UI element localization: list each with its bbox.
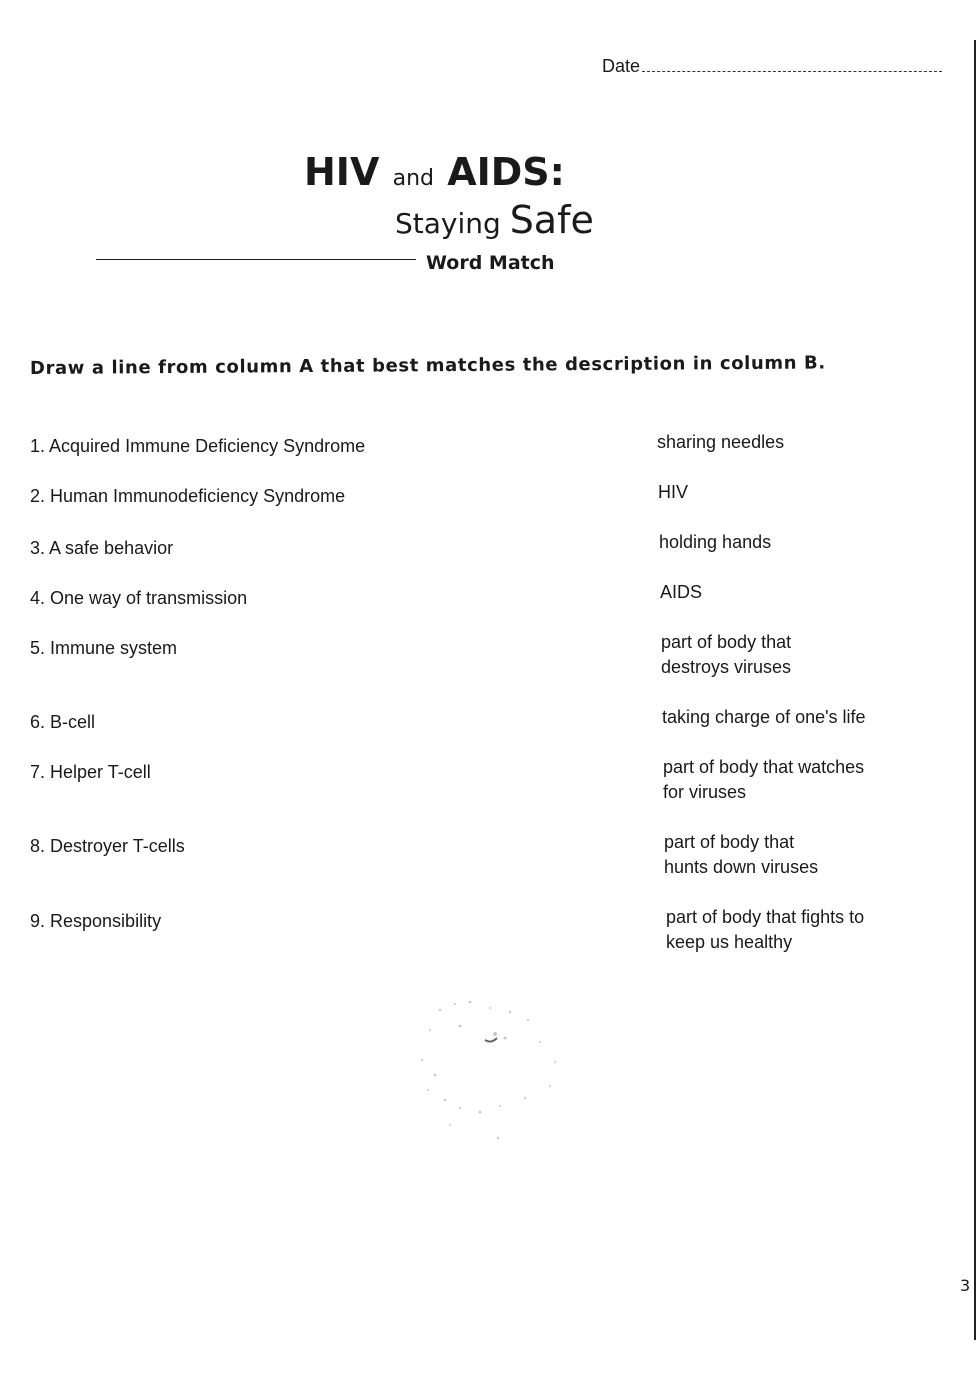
column-b-item-5: part of body that destroys viruses (661, 632, 792, 677)
column-b-item-3: holding hands (659, 532, 772, 552)
worksheet-subtitle: Word Match (426, 252, 555, 274)
instructions: Draw a line from column A that best matches the description in column B. (29, 352, 826, 379)
column-b-item-7: part of body that watches for viruses (663, 757, 865, 802)
title-hiv: HIV (304, 150, 380, 194)
column-a-item-6: 6. B-cell (30, 712, 96, 732)
column-a-item-3: 3. A safe behavior (30, 538, 174, 558)
column-b-item-4: AIDS (660, 582, 703, 602)
column-a-item-9: 9. Responsibility (30, 911, 162, 931)
title-staying: Staying (395, 207, 501, 240)
date-field (602, 56, 942, 77)
column-b-item-9: part of body that fights to keep us healthy (666, 907, 865, 952)
title-aids: AIDS: (447, 150, 565, 194)
column-b-item-2: HIV (658, 482, 689, 502)
worksheet-title-line2 (395, 198, 594, 242)
column-a-item-8: 8. Destroyer T-cells (30, 836, 185, 856)
title-and: and (392, 166, 434, 191)
column-b-item-8: part of body that hunts down viruses (664, 832, 819, 877)
title-rule (96, 259, 416, 260)
column-b-item-6: taking charge of one's life (662, 707, 866, 727)
column-b-item-1: sharing needles (657, 432, 785, 452)
date-label: Date (602, 56, 641, 76)
title-safe: Safe (509, 198, 594, 242)
page-edge (974, 40, 976, 1340)
column-a-item-5: 5. Immune system (30, 638, 178, 658)
worksheet-title (304, 150, 565, 194)
date-blank-line (642, 71, 942, 72)
faded-stamp-mark (400, 990, 570, 1160)
column-a-item-7: 7. Helper T-cell (30, 762, 151, 782)
column-a-item-4: 4. One way of transmission (30, 588, 248, 608)
page-number: 3 (960, 1276, 971, 1295)
column-a-item-2: 2. Human Immunodeficiency Syndrome (30, 486, 346, 506)
column-a-item-1: 1. Acquired Immune Deficiency Syndrome (30, 436, 366, 456)
